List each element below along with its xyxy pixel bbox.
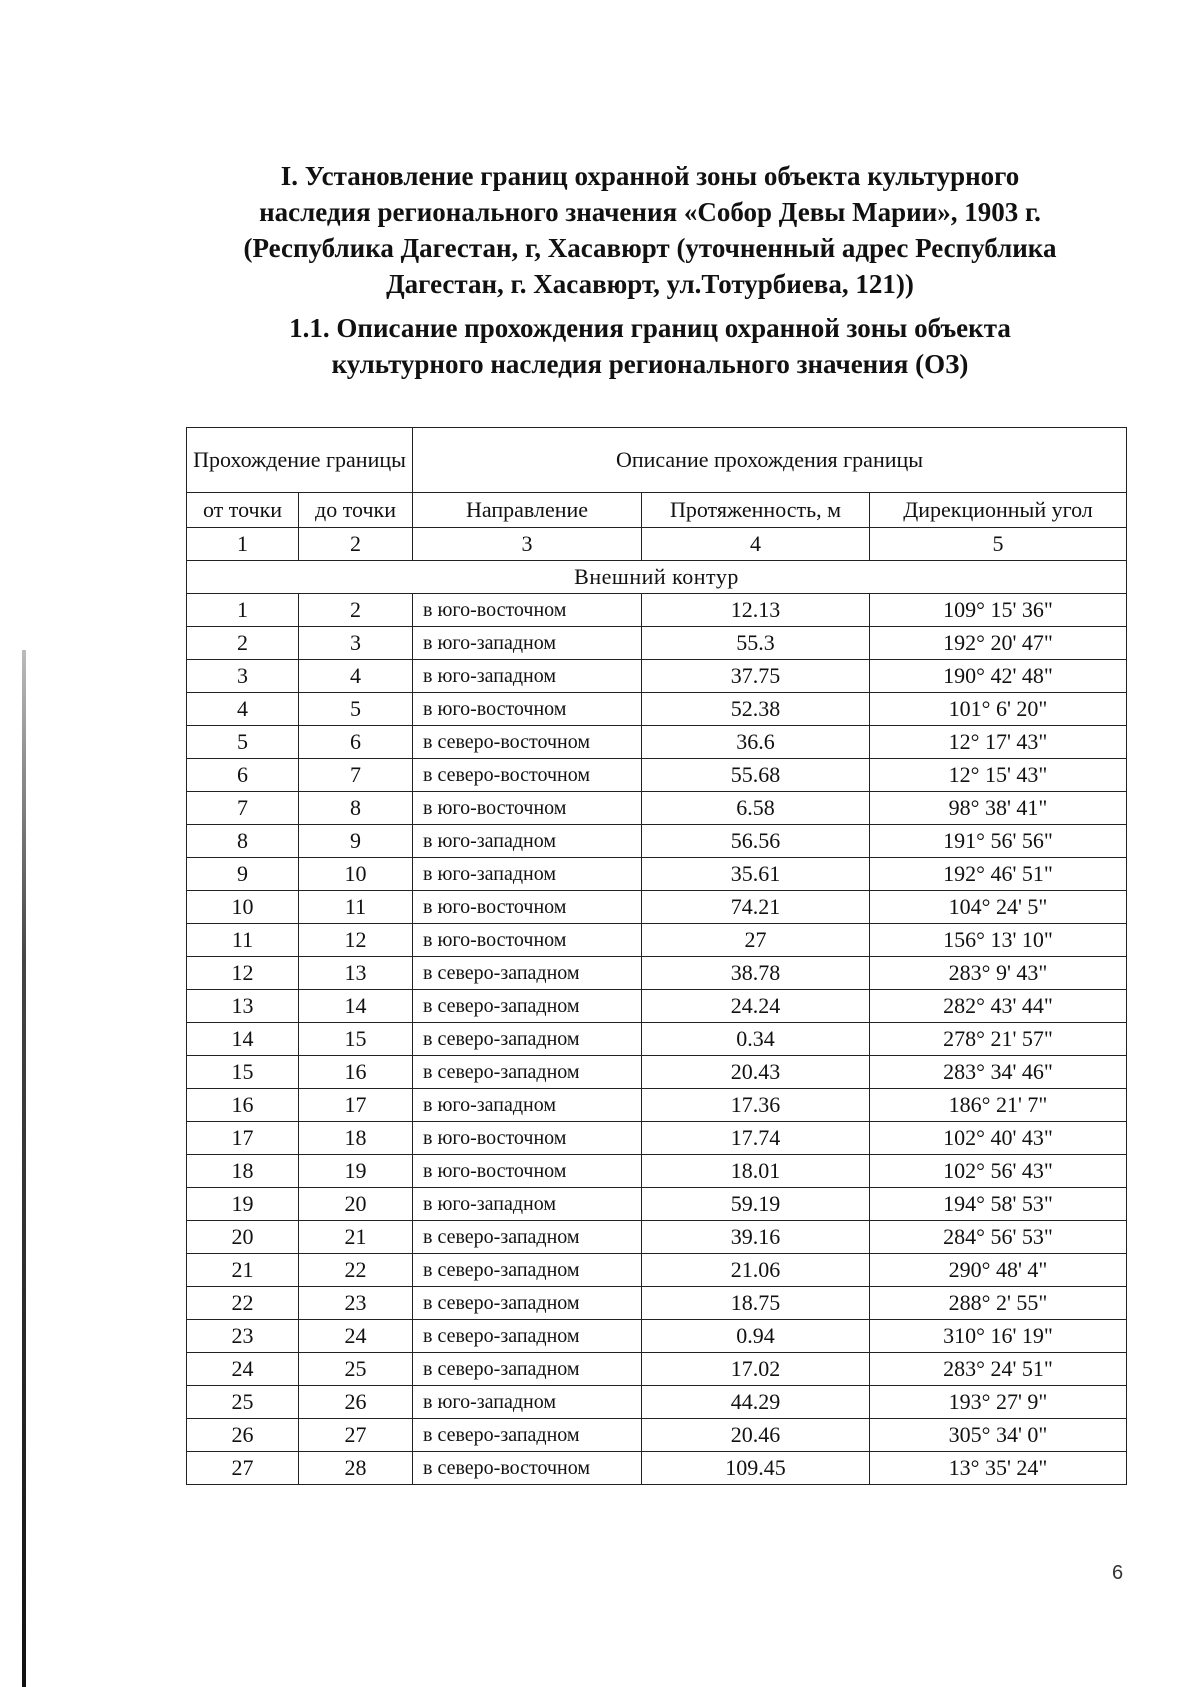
cell-angle: 278° 21' 57" <box>870 1023 1127 1056</box>
cell-angle: 102° 40' 43" <box>870 1122 1127 1155</box>
cell-from-point: 16 <box>187 1089 299 1122</box>
cell-to-point: 16 <box>299 1056 413 1089</box>
table-row <box>187 858 1127 891</box>
cell-from-point: 20 <box>187 1221 299 1254</box>
cell-to-point: 10 <box>299 858 413 891</box>
cell-to-point: 24 <box>299 1320 413 1353</box>
scan-edge-shadow <box>22 650 26 1687</box>
cell-to-point: 15 <box>299 1023 413 1056</box>
cell-length: 17.36 <box>642 1089 870 1122</box>
table-row <box>187 594 1127 627</box>
cell-direction: в северо-западном <box>413 957 642 990</box>
table-body <box>187 594 1127 1485</box>
cell-angle: 194° 58' 53" <box>870 1188 1127 1221</box>
cell-to-point: 6 <box>299 726 413 759</box>
cell-angle: 192° 46' 51" <box>870 858 1127 891</box>
table-row <box>187 759 1127 792</box>
cell-angle: 284° 56' 53" <box>870 1221 1127 1254</box>
cell-angle: 156° 13' 10" <box>870 924 1127 957</box>
cell-direction: в юго-восточном <box>413 1155 642 1188</box>
table-row <box>187 693 1127 726</box>
subtitle-line: культурного наследия регионального значения (ОЗ) <box>331 349 969 379</box>
cell-length: 59.19 <box>642 1188 870 1221</box>
cell-direction: в северо-западном <box>413 1287 642 1320</box>
table-row <box>187 924 1127 957</box>
section-title <box>190 310 1110 382</box>
table-row <box>187 627 1127 660</box>
cell-direction: в северо-восточном <box>413 759 642 792</box>
cell-to-point: 12 <box>299 924 413 957</box>
cell-to-point: 18 <box>299 1122 413 1155</box>
column-number-row <box>187 528 1127 561</box>
cell-length: 20.46 <box>642 1419 870 1452</box>
cell-direction: в юго-восточном <box>413 891 642 924</box>
cell-from-point: 1 <box>187 594 299 627</box>
cell-angle: 98° 38' 41" <box>870 792 1127 825</box>
cell-angle: 282° 43' 44" <box>870 990 1127 1023</box>
header-length: Протяженность, м <box>642 493 870 528</box>
cell-from-point: 4 <box>187 693 299 726</box>
cell-to-point: 17 <box>299 1089 413 1122</box>
cell-to-point: 11 <box>299 891 413 924</box>
cell-from-point: 15 <box>187 1056 299 1089</box>
cell-length: 17.02 <box>642 1353 870 1386</box>
cell-from-point: 25 <box>187 1386 299 1419</box>
cell-direction: в юго-западном <box>413 660 642 693</box>
cell-to-point: 14 <box>299 990 413 1023</box>
cell-to-point: 27 <box>299 1419 413 1452</box>
cell-to-point: 7 <box>299 759 413 792</box>
cell-direction: в юго-западном <box>413 1386 642 1419</box>
table-row <box>187 825 1127 858</box>
cell-from-point: 22 <box>187 1287 299 1320</box>
cell-direction: в северо-западном <box>413 990 642 1023</box>
cell-angle: 102° 56' 43" <box>870 1155 1127 1188</box>
table-row <box>187 726 1127 759</box>
boundary-table <box>186 427 1127 1485</box>
cell-direction: в юго-восточном <box>413 693 642 726</box>
cell-direction: в юго-восточном <box>413 792 642 825</box>
cell-from-point: 23 <box>187 1320 299 1353</box>
table-row <box>187 1320 1127 1353</box>
cell-from-point: 5 <box>187 726 299 759</box>
cell-length: 44.29 <box>642 1386 870 1419</box>
cell-direction: в северо-западном <box>413 1221 642 1254</box>
cell-from-point: 12 <box>187 957 299 990</box>
cell-direction: в северо-западном <box>413 1320 642 1353</box>
table-row <box>187 1056 1127 1089</box>
cell-length: 27 <box>642 924 870 957</box>
cell-length: 18.01 <box>642 1155 870 1188</box>
table-row <box>187 1353 1127 1386</box>
cell-length: 52.38 <box>642 693 870 726</box>
column-number: 3 <box>413 528 642 561</box>
cell-length: 38.78 <box>642 957 870 990</box>
table-row <box>187 1386 1127 1419</box>
cell-to-point: 25 <box>299 1353 413 1386</box>
cell-to-point: 5 <box>299 693 413 726</box>
table-row <box>187 660 1127 693</box>
column-number: 1 <box>187 528 299 561</box>
cell-from-point: 24 <box>187 1353 299 1386</box>
cell-angle: 193° 27' 9" <box>870 1386 1127 1419</box>
cell-angle: 192° 20' 47" <box>870 627 1127 660</box>
cell-to-point: 19 <box>299 1155 413 1188</box>
cell-direction: в северо-западном <box>413 1419 642 1452</box>
cell-length: 17.74 <box>642 1122 870 1155</box>
table-row <box>187 1023 1127 1056</box>
cell-angle: 283° 34' 46" <box>870 1056 1127 1089</box>
cell-direction: в северо-западном <box>413 1056 642 1089</box>
cell-from-point: 26 <box>187 1419 299 1452</box>
table-row <box>187 1155 1127 1188</box>
cell-from-point: 3 <box>187 660 299 693</box>
cell-length: 35.61 <box>642 858 870 891</box>
title-line: (Республика Дагестан, г, Хасавюрт (уточненный адрес Республика <box>243 233 1057 263</box>
cell-from-point: 27 <box>187 1452 299 1485</box>
table-row <box>187 1452 1127 1485</box>
cell-length: 39.16 <box>642 1221 870 1254</box>
cell-direction: в юго-западном <box>413 627 642 660</box>
cell-length: 12.13 <box>642 594 870 627</box>
cell-to-point: 20 <box>299 1188 413 1221</box>
cell-angle: 12° 15' 43" <box>870 759 1127 792</box>
header-direction: Направление <box>413 493 642 528</box>
table-row <box>187 1122 1127 1155</box>
cell-direction: в юго-восточном <box>413 924 642 957</box>
cell-to-point: 3 <box>299 627 413 660</box>
cell-direction: в северо-западном <box>413 1023 642 1056</box>
column-number: 4 <box>642 528 870 561</box>
section-label: Внешний контур <box>187 561 1127 594</box>
subtitle-line: 1.1. Описание прохождения границ охранной зоны объекта <box>289 313 1011 343</box>
cell-to-point: 26 <box>299 1386 413 1419</box>
cell-length: 21.06 <box>642 1254 870 1287</box>
table-row <box>187 957 1127 990</box>
cell-from-point: 19 <box>187 1188 299 1221</box>
cell-direction: в северо-западном <box>413 1254 642 1287</box>
section-row <box>187 561 1127 594</box>
table-row <box>187 891 1127 924</box>
cell-direction: в северо-восточном <box>413 726 642 759</box>
cell-direction: в юго-восточном <box>413 594 642 627</box>
cell-angle: 305° 34' 0" <box>870 1419 1127 1452</box>
cell-to-point: 2 <box>299 594 413 627</box>
table-row <box>187 792 1127 825</box>
cell-from-point: 6 <box>187 759 299 792</box>
cell-to-point: 28 <box>299 1452 413 1485</box>
cell-angle: 288° 2' 55" <box>870 1287 1127 1320</box>
cell-angle: 191° 56' 56" <box>870 825 1127 858</box>
cell-length: 36.6 <box>642 726 870 759</box>
cell-angle: 290° 48' 4" <box>870 1254 1127 1287</box>
cell-from-point: 11 <box>187 924 299 957</box>
table-row <box>187 1287 1127 1320</box>
cell-angle: 101° 6' 20" <box>870 693 1127 726</box>
cell-length: 0.34 <box>642 1023 870 1056</box>
cell-from-point: 14 <box>187 1023 299 1056</box>
cell-from-point: 13 <box>187 990 299 1023</box>
table-row <box>187 990 1127 1023</box>
cell-direction: в юго-западном <box>413 1089 642 1122</box>
cell-from-point: 21 <box>187 1254 299 1287</box>
cell-angle: 190° 42' 48" <box>870 660 1127 693</box>
cell-from-point: 7 <box>187 792 299 825</box>
header-from-point: от точки <box>187 493 299 528</box>
cell-direction: в юго-западном <box>413 858 642 891</box>
cell-length: 56.56 <box>642 825 870 858</box>
title-line: I. Установление границ охранной зоны объекта культурного <box>280 161 1020 191</box>
cell-to-point: 21 <box>299 1221 413 1254</box>
cell-direction: в юго-западном <box>413 1188 642 1221</box>
cell-direction: в северо-восточном <box>413 1452 642 1485</box>
column-number: 2 <box>299 528 413 561</box>
cell-length: 24.24 <box>642 990 870 1023</box>
cell-length: 0.94 <box>642 1320 870 1353</box>
cell-length: 6.58 <box>642 792 870 825</box>
cell-length: 55.68 <box>642 759 870 792</box>
document-title <box>190 158 1110 302</box>
title-line: наследия регионального значения «Собор Девы Марии», 1903 г. <box>259 197 1041 227</box>
cell-length: 55.3 <box>642 627 870 660</box>
header-to-point: до точки <box>299 493 413 528</box>
table-row <box>187 1089 1127 1122</box>
cell-direction: в юго-западном <box>413 825 642 858</box>
cell-angle: 283° 24' 51" <box>870 1353 1127 1386</box>
cell-angle: 12° 17' 43" <box>870 726 1127 759</box>
column-number: 5 <box>870 528 1127 561</box>
table-row <box>187 1221 1127 1254</box>
cell-length: 20.43 <box>642 1056 870 1089</box>
header-boundary-passage: Прохождение границы <box>187 428 413 493</box>
cell-to-point: 22 <box>299 1254 413 1287</box>
cell-angle: 109° 15' 36" <box>870 594 1127 627</box>
cell-length: 109.45 <box>642 1452 870 1485</box>
header-boundary-description: Описание прохождения границы <box>413 428 1127 493</box>
cell-to-point: 13 <box>299 957 413 990</box>
table-row <box>187 1188 1127 1221</box>
cell-from-point: 17 <box>187 1122 299 1155</box>
cell-to-point: 4 <box>299 660 413 693</box>
cell-to-point: 23 <box>299 1287 413 1320</box>
cell-angle: 13° 35' 24" <box>870 1452 1127 1485</box>
cell-from-point: 2 <box>187 627 299 660</box>
cell-length: 74.21 <box>642 891 870 924</box>
table-row <box>187 1254 1127 1287</box>
table-row <box>187 1419 1127 1452</box>
cell-direction: в северо-западном <box>413 1353 642 1386</box>
cell-direction: в юго-восточном <box>413 1122 642 1155</box>
cell-from-point: 10 <box>187 891 299 924</box>
cell-angle: 186° 21' 7" <box>870 1089 1127 1122</box>
cell-length: 37.75 <box>642 660 870 693</box>
cell-to-point: 9 <box>299 825 413 858</box>
header-angle: Дирекционный угол <box>870 493 1127 528</box>
cell-from-point: 8 <box>187 825 299 858</box>
cell-angle: 310° 16' 19" <box>870 1320 1127 1353</box>
cell-angle: 283° 9' 43" <box>870 957 1127 990</box>
page-number: 6 <box>1112 1562 1124 1584</box>
cell-from-point: 18 <box>187 1155 299 1188</box>
cell-angle: 104° 24' 5" <box>870 891 1127 924</box>
cell-from-point: 9 <box>187 858 299 891</box>
cell-to-point: 8 <box>299 792 413 825</box>
cell-length: 18.75 <box>642 1287 870 1320</box>
title-line: Дагестан, г. Хасавюрт, ул.Тотурбиева, 121)) <box>386 269 914 299</box>
